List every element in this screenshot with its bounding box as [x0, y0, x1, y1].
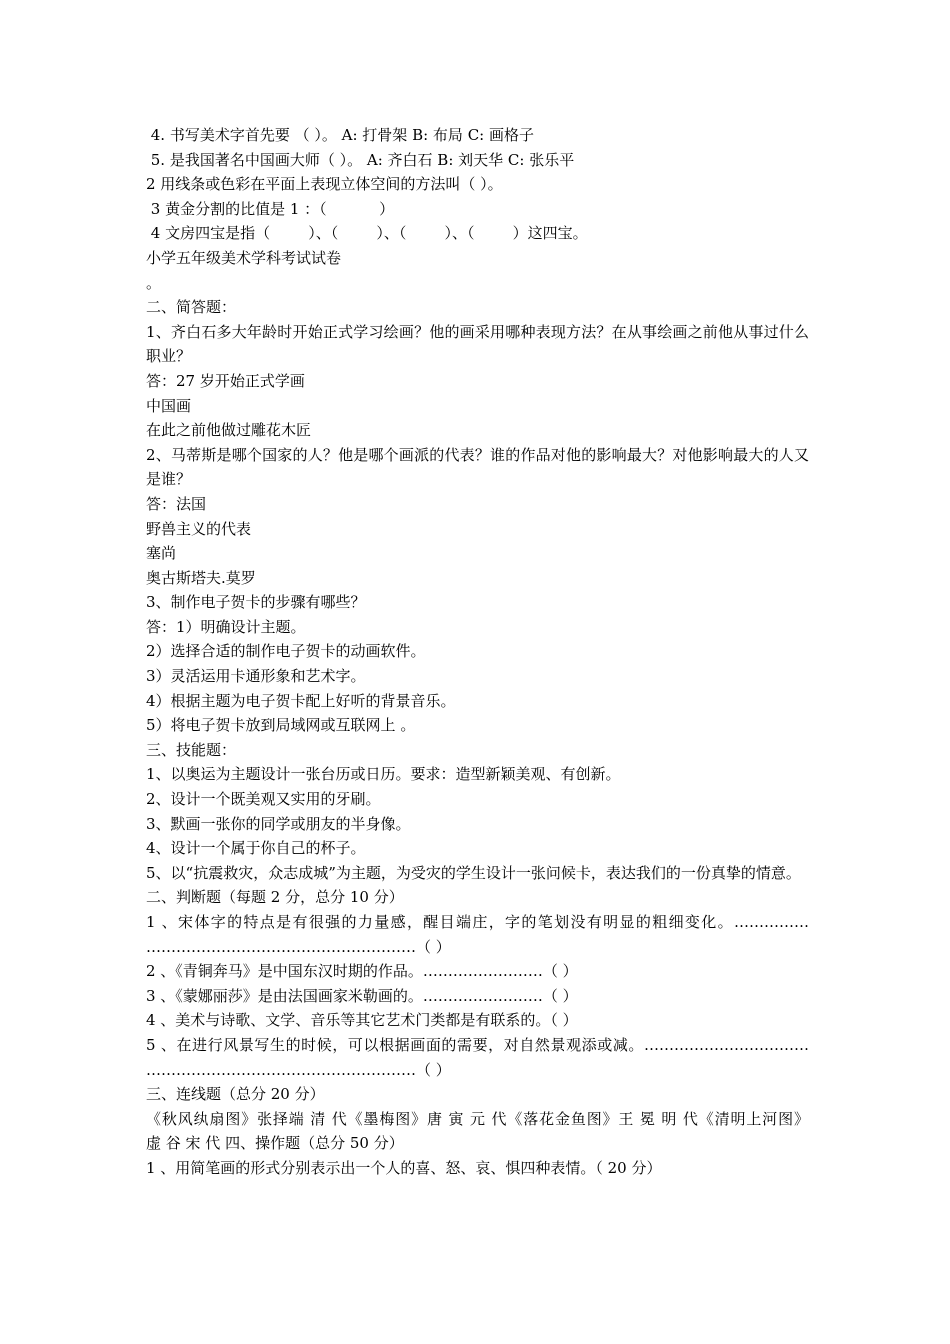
answer-line: 奥古斯塔夫.莫罗: [146, 568, 256, 587]
mc-question-4: 4. 书写美术字首先要 （ ）。 A: 打骨架 B: 布局 C: 画格子: [146, 126, 534, 144]
answer-line: 答：27 岁开始正式学画: [146, 371, 305, 390]
answer-step: 4）根据主题为电子贺卡配上好听的背景音乐。: [146, 691, 456, 710]
skill-task: 1、以奥运为主题设计一张台历或日历。要求：造型新颖美观、有创新。: [146, 765, 621, 784]
answer-line: 在此之前他做过雕花木匠: [146, 421, 312, 440]
exam-title: 小学五年级美术学科考试试卷: [146, 248, 342, 267]
document-body: [146, 123, 809, 1181]
section-heading-skills: 三、技能题：: [146, 740, 237, 759]
short-answer-question-3: 3、制作电子贺卡的步骤有哪些？: [146, 593, 366, 612]
mc-question-5: 5. 是我国著名中国画大师（ ）。 A: 齐白石 B: 刘天华 C: 张乐平: [146, 150, 575, 169]
skill-task: 2、设计一个既美观又实用的牙刷。: [146, 790, 381, 809]
answer-step: 2）选择合适的制作电子贺卡的动画软件。: [146, 642, 426, 661]
answer-line: 塞尚: [146, 544, 177, 563]
answer-step: 3）灵活运用卡通形象和艺术字。: [146, 667, 366, 686]
true-false-question-3: 3 、《蒙娜丽莎》是由法国画家米勒画的。……………………（ ）: [146, 986, 578, 1005]
section-heading-matching: 三、连线题（总分 20 分）: [146, 1085, 325, 1104]
matching-items: 《秋风纨扇图》张择端 清 代《墨梅图》唐 寅 元 代《落花金鱼图》王 冕 明 代《清明上河图》: [146, 1109, 809, 1128]
fill-question-3: 3 黄金分割的比值是 1 ：（ ）: [146, 199, 395, 218]
answer-step: 5）将电子贺卡放到局域网或互联网上 。: [146, 716, 416, 735]
punctuation-line: 。: [146, 273, 162, 292]
answer-line: 答：法国: [146, 494, 207, 513]
section-heading-short-answer: 二、简答题：: [146, 298, 237, 317]
fill-question-4: 4 文房四宝是指（ ）、（ ）、（ ）、（ ）这四宝。: [146, 224, 588, 243]
skill-task: 4、设计一个属于你自己的杯子。: [146, 839, 366, 858]
short-answer-question-2: 2、马蒂斯是哪个国家的人？他是哪个画派的代表？谁的作品对他的影响最大？对他影响最大的人又是谁？: [146, 445, 809, 489]
answer-line: 中国画: [146, 396, 192, 415]
true-false-question-1: 1 、宋体字的特点是有很强的力量感，醒目端庄，字的笔划没有明显的粗细变化。……………: [146, 913, 809, 931]
short-answer-question-1: 1、齐白石多大年龄时开始正式学习绘画？他的画采用哪种表现方法？在从事绘画之前他从事过什么职业？: [146, 322, 809, 366]
section-heading-true-false: 二、判断题（每题 2 分，总分 10 分）: [146, 888, 404, 907]
matching-items-tail: 虚 谷 宋 代 四、操作题（总分 50 分）: [146, 1134, 404, 1153]
answer-step: 答：1）明确设计主题。: [146, 617, 306, 636]
true-false-question-5-tail: ………………………………………………（ ）: [146, 1060, 451, 1079]
skill-task: 3、默画一张你的同学或朋友的半身像。: [146, 814, 411, 833]
fill-question-2: 2 用线条或色彩在平面上表现立体空间的方法叫（ ）。: [146, 175, 503, 194]
skill-task: 5、以“抗震救灾，众志成城”为主题，为受灾的学生设计一张问候卡，表达我们的一份真挚的情意。: [146, 863, 801, 882]
true-false-question-2: 2 、《青铜奔马》是中国东汉时期的作品。……………………（ ）: [146, 962, 578, 981]
answer-line: 野兽主义的代表: [146, 519, 252, 538]
true-false-question-5: 5 、在进行风景写生的时候，可以根据画面的需要，对自然景观添或减。……………………………: [146, 1035, 809, 1054]
operation-question-1: 1 、用简笔画的形式分别表示出一个人的喜、怒、哀、惧四种表情。（ 20 分）: [146, 1158, 662, 1177]
true-false-question-1-tail: ………………………………………………（ ）: [146, 937, 451, 956]
true-false-question-4: 4 、美术与诗歌、文学、音乐等其它艺术门类都是有联系的。（ ）: [146, 1011, 578, 1030]
